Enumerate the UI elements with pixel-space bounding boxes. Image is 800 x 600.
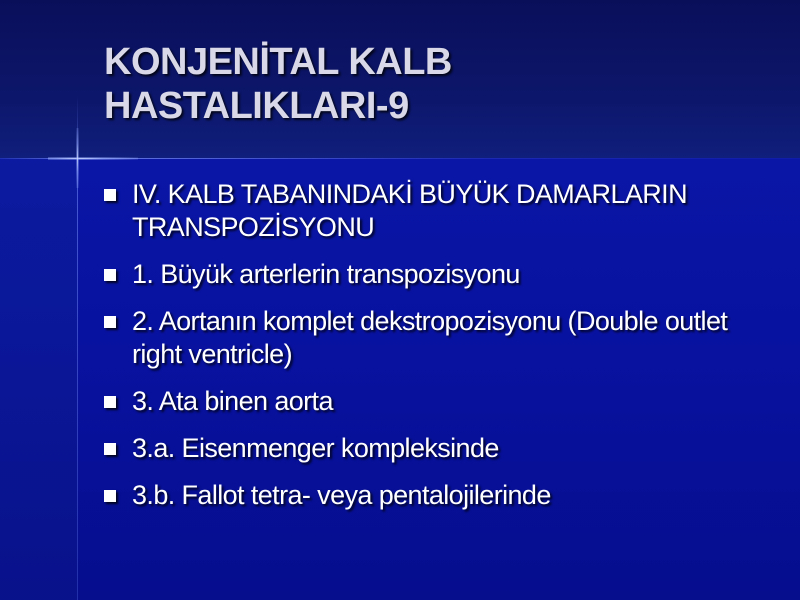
square-bullet-icon xyxy=(104,396,116,408)
list-item xyxy=(104,305,764,371)
slide-title xyxy=(104,40,764,128)
bullet-text: 2. Aortanın komplet dekstropozisyonu (Double outlet right ventricle) xyxy=(132,306,728,369)
bullet-list xyxy=(104,178,764,526)
bullet-text: 1. Büyük arterlerin transpozisyonu xyxy=(132,259,520,289)
list-item xyxy=(104,178,764,244)
decor-sparkle-horizontal xyxy=(48,157,138,160)
bullet-text: 3. Ata binen aorta xyxy=(132,386,333,416)
decor-sparkle-vertical xyxy=(76,128,79,188)
square-bullet-icon xyxy=(104,189,116,201)
square-bullet-icon xyxy=(104,316,116,328)
bullet-text: IV. KALB TABANINDAKİ BÜYÜK DAMARLARIN TRANSPOZİSYONU xyxy=(132,179,687,242)
bullet-text: 3.a. Eisenmenger kompleksinde xyxy=(132,433,499,463)
left-decor-band xyxy=(0,158,78,600)
list-item xyxy=(104,432,764,465)
title-line-1: KONJENİTAL KALB xyxy=(104,41,452,83)
square-bullet-icon xyxy=(104,269,116,281)
list-item xyxy=(104,385,764,418)
square-bullet-icon xyxy=(104,490,116,502)
list-item xyxy=(104,258,764,291)
square-bullet-icon xyxy=(104,443,116,455)
bullet-text: 3.b. Fallot tetra- veya pentalojilerinde xyxy=(132,480,551,510)
list-item xyxy=(104,479,764,512)
title-line-2: HASTALIKLARI-9 xyxy=(104,85,409,127)
